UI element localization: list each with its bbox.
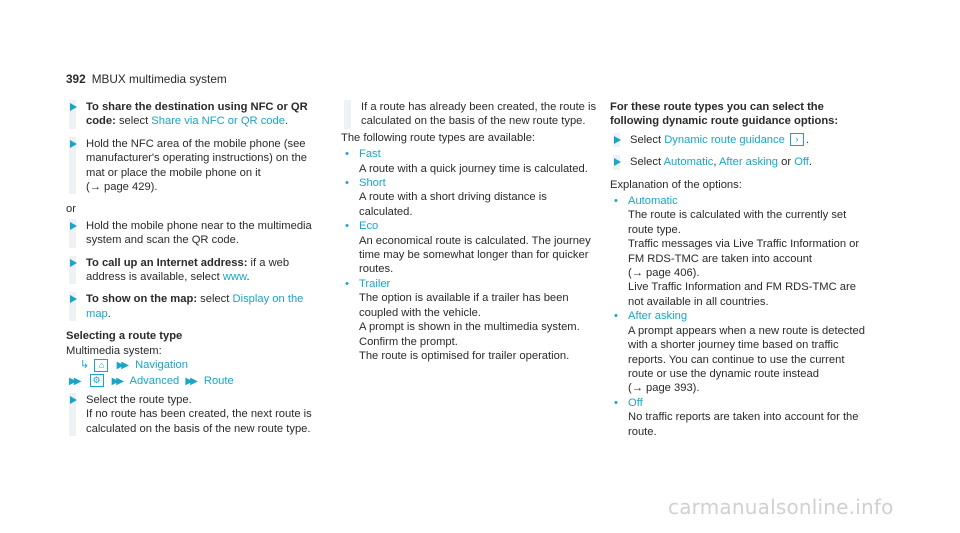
route-types-intro: The following route types are available: [341,131,536,144]
automatic-link[interactable]: Automatic [663,156,714,169]
step-hold-nfc: Hold the NFC area of the mobile phone (see manufacturer's operating instructions) on the mat or place the mobile phone on it (→ page 429). [66,137,328,195]
bullet-icon: • [345,220,349,233]
step-dynamic-route-guidance: Select Dynamic route guidance › . [610,133,872,147]
menu-path [66,358,328,389]
path-navigation[interactable]: Navigation [135,359,188,372]
display-on-map-link[interactable]: Display on the map [86,293,304,320]
step-scan-qr: Hold the mobile phone near to the multimedia system and scan the QR code. [66,219,328,248]
or-text: or [66,203,76,216]
step-internet-address: To call up an Internet address: if a web address is available, select www. [66,256,328,285]
section-title: Selecting a route type [66,330,183,343]
column-1 [66,100,328,444]
step-share-nfc-qr: To share the destination using NFC or QR code: select Share via NFC or QR code. [66,100,328,129]
bullet-icon: • [614,310,618,323]
bullet-icon: • [614,195,618,208]
page-ref: (→ page 406). [628,267,700,280]
route-type-fast[interactable]: Fast [359,148,381,161]
route-type-trailer[interactable]: Trailer [359,277,391,290]
double-chevron-icon: ▶▶ [111,375,121,387]
step-arrow-icon [70,103,77,111]
double-chevron-icon: ▶▶ [116,360,126,372]
chevron-right-icon: › [790,133,804,146]
step-show-on-map: To show on the map: select Display on the map. [66,292,328,321]
bullet-icon: • [345,148,349,161]
step-arrow-icon [70,396,77,404]
after-asking-link[interactable]: After asking [718,156,779,169]
explanation-text: Explanation of the options: [610,178,742,191]
step-select-route-type: Select the route type. If no route has been created, the next route is calculated on the basis of the new route type. [66,393,328,436]
bullet-icon: • [614,396,618,409]
step-arrow-icon [614,158,621,166]
step-arrow-icon [614,136,621,144]
column-2 [341,100,603,363]
home-icon: ⌂ [94,359,108,372]
header-title: MBUX multimedia system [91,72,227,86]
watermark: carmanualsonline.info [668,495,894,519]
gear-icon: ⚙ [90,374,104,387]
step-continuation: If a route has already been created, the route is calculated on the basis of the new route type. [341,100,603,129]
step-select-option: Select Automatic, After asking or Off. [610,155,872,169]
double-chevron-icon: ▶▶ [185,375,195,387]
page-header [66,72,227,86]
list-item: • Off No traffic reports are taken into account for the route. [610,396,872,439]
page-number: 392 [66,72,86,86]
path-route[interactable]: Route [203,374,234,387]
column-3 [610,100,872,439]
double-chevron-icon: ▶▶ [69,375,79,387]
dynamic-route-guidance-link[interactable]: Dynamic route guidance [664,133,785,146]
path-enter-icon: ↳ [80,359,90,372]
bullet-icon: • [345,177,349,190]
guidance-options-title: For these route types you can select the following dynamic route guidance options: [610,101,839,128]
section-subtitle: Multimedia system: [66,344,162,357]
step-arrow-icon [70,222,77,230]
route-type-eco[interactable]: Eco [359,220,379,233]
page-ref: (→ page 429). [86,181,158,194]
off-link[interactable]: Off [794,156,809,169]
option-after-asking[interactable]: After asking [628,310,688,323]
step-arrow-icon [70,295,77,303]
option-off[interactable]: Off [628,396,643,409]
step-arrow-icon [70,259,77,267]
bullet-icon: • [345,277,349,290]
share-via-nfc-qr-link[interactable]: Share via NFC or QR code [151,115,285,128]
list-item: • Automatic The route is calculated with the currently set route type. Traffic messages via Live Traffic Information or FM RDS-TMC are taken into account (→ page 406). Live Traffic Information and FM RDS-TMC are not available in all countries. [610,194,872,309]
list-item: • After asking A prompt appears when a new route is detected with a shorter journey time based on traffic reports. You can continue to use the current route or use the dynamic route instead (→ page 393). [610,309,872,395]
list-item: • Trailer The option is available if a trailer has been coupled with the vehicle. A prompt is shown in the multimedia system. Confirm the prompt. The route is optimised for trailer operation. [341,277,603,363]
www-link[interactable]: www [222,271,247,284]
route-type-short[interactable]: Short [359,177,386,190]
list-item: • Eco An economical route is calculated. The journey time may be somewhat longer than for quicker routes. [341,219,603,277]
list-item: • Fast A route with a quick journey time is calculated. [341,147,603,176]
page-ref: (→ page 393). [628,382,700,395]
option-automatic[interactable]: Automatic [628,195,678,208]
path-advanced[interactable]: Advanced [129,374,180,387]
list-item: • Short A route with a short driving distance is calculated. [341,176,603,219]
step-arrow-icon [70,140,77,148]
